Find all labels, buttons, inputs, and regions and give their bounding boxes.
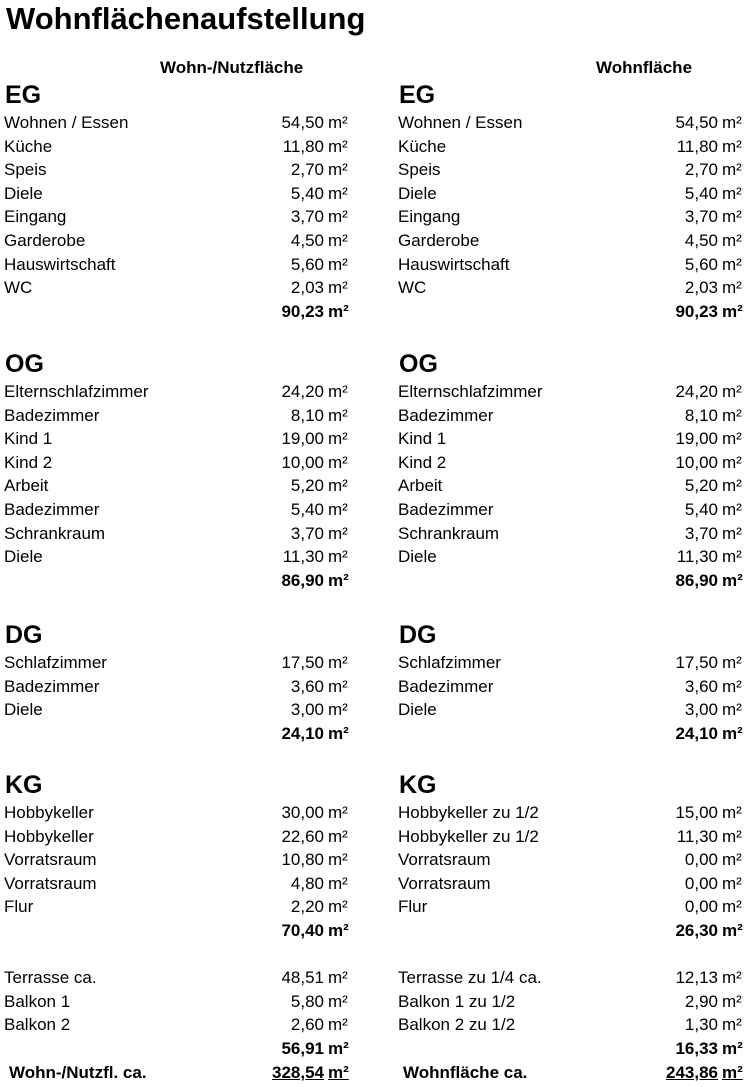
- outdoor-row-value: 2,90: [684, 991, 718, 1011]
- table-row: [394, 545, 754, 568]
- table-row: [0, 451, 360, 474]
- outdoor-row-label: Balkon 2: [4, 1015, 71, 1035]
- section-total: [0, 300, 360, 323]
- table-row-value: 3,60: [290, 676, 324, 696]
- table-row-label: Badezimmer: [4, 500, 100, 519]
- table-row: [394, 895, 754, 918]
- table-row-value: 0,00: [684, 850, 718, 870]
- table-row-label: Diele: [398, 183, 437, 203]
- table-row-value: 8,10: [290, 405, 324, 425]
- table-row: [0, 498, 360, 521]
- table-row: [0, 698, 360, 721]
- table-row: [0, 848, 360, 871]
- table-row: [0, 135, 360, 158]
- table-row-unit: m²: [722, 700, 742, 720]
- table-row-value: 5,20: [684, 476, 718, 496]
- table-row: [394, 498, 754, 521]
- table-row-value: 5,20: [290, 476, 324, 496]
- table-row: [0, 380, 360, 403]
- table-row-value: 3,00: [290, 700, 324, 720]
- section-total-value: 24,10: [675, 723, 718, 743]
- table-row-label: Schlafzimmer: [398, 653, 501, 672]
- table-row-label: Kind 2: [398, 452, 447, 472]
- table-row-value: 4,80: [290, 873, 324, 893]
- table-row-value: 10,00: [281, 452, 324, 472]
- table-row-unit: m²: [722, 405, 742, 425]
- section-total: [394, 569, 754, 592]
- table-row-value: 19,00: [675, 429, 718, 449]
- table-row-unit: m²: [722, 429, 742, 449]
- grand-total-unit: m²: [722, 1063, 743, 1082]
- table-row-unit: m²: [722, 523, 742, 543]
- grand-total: [394, 1061, 754, 1084]
- outdoor-row-unit: m²: [328, 1015, 348, 1035]
- table-row-unit: m²: [328, 897, 348, 917]
- outdoor-row-unit: m²: [722, 968, 742, 987]
- table-row-value: 3,70: [684, 523, 718, 543]
- grand-total-value: 328,54: [272, 1063, 324, 1082]
- table-row-unit: m²: [328, 429, 348, 449]
- column-heading-left: Wohn-/Nutzfläche: [160, 58, 304, 77]
- table-row-value: 11,30: [282, 547, 324, 567]
- table-row-unit: m²: [328, 278, 348, 298]
- table-row: [0, 825, 360, 848]
- table-row-unit: m²: [328, 160, 348, 180]
- table-row-unit: m²: [328, 231, 348, 250]
- section-total-value: 90,23: [281, 301, 324, 321]
- section-total: [394, 919, 754, 942]
- outdoor-row-value: 12,13: [675, 968, 718, 987]
- table-row-label: Flur: [4, 897, 34, 917]
- table-row-unit: m²: [722, 136, 742, 156]
- table-row-unit: m²: [722, 850, 742, 870]
- table-row-label: Speis: [398, 160, 441, 180]
- section-heading: DG: [399, 621, 437, 649]
- page-title: Wohnflächenaufstellung: [6, 1, 366, 36]
- table-row-label: Hauswirtschaft: [398, 254, 510, 274]
- table-row: [394, 451, 754, 474]
- outdoor-row-unit: m²: [328, 968, 348, 987]
- table-row-label: Diele: [398, 700, 437, 720]
- outdoor-total-unit: m²: [328, 1038, 349, 1058]
- table-row-label: Vorratsraum: [398, 873, 491, 893]
- table-row-value: 19,00: [281, 429, 324, 449]
- table-row-label: Hobbykeller zu 1/2: [398, 803, 539, 822]
- table-row-value: 30,00: [281, 803, 324, 822]
- outdoor-row: [0, 966, 360, 989]
- table-row-label: Hobbykeller: [4, 826, 94, 846]
- table-row-unit: m²: [722, 897, 742, 917]
- table-row: [394, 111, 754, 134]
- table-row-label: Diele: [398, 547, 437, 567]
- table-row-unit: m²: [722, 113, 742, 132]
- table-row-value: 3,00: [684, 700, 718, 720]
- section-total: [0, 569, 360, 592]
- table-row-unit: m²: [328, 254, 348, 274]
- outdoor-row: [0, 1013, 360, 1036]
- table-row-unit: m²: [722, 183, 742, 203]
- table-row-label: Badezimmer: [4, 405, 100, 425]
- table-row-label: Eingang: [398, 207, 461, 227]
- section-total: [0, 919, 360, 942]
- outdoor-row: [394, 966, 754, 989]
- table-row-unit: m²: [722, 547, 742, 567]
- section-total-unit: m²: [328, 301, 349, 321]
- table-row-unit: m²: [722, 676, 742, 696]
- table-row-unit: m²: [722, 653, 742, 672]
- table-row: [394, 651, 754, 674]
- table-row: [0, 474, 360, 497]
- section-heading: KG: [399, 771, 437, 799]
- outdoor-total-value: 56,91: [281, 1038, 324, 1058]
- table-row-label: Schrankraum: [398, 523, 500, 543]
- table-row-label: Badezimmer: [398, 676, 494, 696]
- table-row-label: Vorratsraum: [4, 850, 97, 870]
- table-row-value: 54,50: [675, 113, 718, 132]
- grand-total-value: 243,86: [666, 1063, 718, 1082]
- table-row-label: Hauswirtschaft: [4, 254, 116, 274]
- outdoor-row: [394, 990, 754, 1013]
- table-row-unit: m²: [328, 803, 348, 822]
- table-row-unit: m²: [328, 700, 348, 720]
- table-row-value: 15,00: [675, 803, 718, 822]
- table-row-value: 24,20: [281, 382, 324, 401]
- table-row-value: 3,70: [684, 207, 718, 227]
- table-row-unit: m²: [722, 803, 742, 822]
- table-row-value: 24,20: [675, 382, 718, 401]
- table-row-unit: m²: [722, 278, 742, 298]
- column-wohn-nutzflaeche: [0, 0, 360, 1087]
- table-row: [394, 380, 754, 403]
- table-row-value: 3,70: [290, 207, 324, 227]
- table-row: [394, 427, 754, 450]
- table-row: [0, 111, 360, 134]
- table-row: [394, 675, 754, 698]
- outdoor-total-unit: m²: [722, 1038, 743, 1058]
- outdoor-row-label: Balkon 2 zu 1/2: [398, 1015, 516, 1035]
- table-row-unit: m²: [328, 405, 348, 425]
- table-row-label: Elternschlafzimmer: [398, 382, 543, 401]
- table-row-unit: m²: [328, 873, 348, 893]
- outdoor-row-value: 1,30: [684, 1015, 718, 1035]
- table-row-value: 5,40: [684, 500, 718, 519]
- table-row-label: Schrankraum: [4, 523, 106, 543]
- table-row-label: Küche: [398, 136, 447, 156]
- table-row-unit: m²: [328, 382, 348, 401]
- table-row: [0, 158, 360, 181]
- table-row: [0, 253, 360, 276]
- table-row-label: Badezimmer: [398, 405, 494, 425]
- table-row-label: WC: [398, 278, 427, 298]
- section-heading: EG: [399, 81, 436, 109]
- table-row-unit: m²: [328, 653, 348, 672]
- table-row: [0, 522, 360, 545]
- outdoor-total: [394, 1037, 754, 1060]
- table-row: [0, 675, 360, 698]
- table-row: [394, 158, 754, 181]
- outdoor-row-label: Terrasse ca.: [4, 968, 97, 987]
- section-total: [394, 300, 754, 323]
- section-total-unit: m²: [328, 921, 349, 940]
- outdoor-row-value: 48,51: [281, 968, 324, 987]
- table-row-value: 10,80: [281, 850, 324, 870]
- table-row: [0, 229, 360, 252]
- table-row-unit: m²: [328, 183, 348, 203]
- section-total-unit: m²: [328, 570, 349, 590]
- table-row: [0, 872, 360, 895]
- table-row-value: 17,50: [675, 653, 718, 672]
- outdoor-total-value: 16,33: [675, 1038, 718, 1058]
- table-row: [0, 427, 360, 450]
- table-row: [394, 253, 754, 276]
- table-row-value: 8,10: [684, 405, 718, 425]
- table-row-unit: m²: [328, 136, 348, 156]
- table-row-label: Garderobe: [4, 231, 86, 250]
- table-row: [0, 801, 360, 824]
- section-total-unit: m²: [722, 301, 743, 321]
- table-row-value: 17,50: [281, 653, 324, 672]
- table-row-unit: m²: [328, 207, 348, 227]
- table-row: [394, 182, 754, 205]
- table-row-value: 54,50: [281, 113, 324, 132]
- table-row: [394, 404, 754, 427]
- table-row-value: 5,40: [290, 183, 324, 203]
- table-row-value: 0,00: [684, 897, 718, 917]
- table-row: [394, 276, 754, 299]
- table-row-label: Flur: [398, 897, 428, 917]
- table-row-value: 5,40: [684, 183, 718, 203]
- table-row-value: 3,60: [684, 676, 718, 696]
- table-row-label: Arbeit: [4, 476, 49, 496]
- outdoor-row-value: 2,60: [290, 1015, 324, 1035]
- table-row: [394, 522, 754, 545]
- table-row-label: Vorratsraum: [4, 873, 97, 893]
- section-total: [0, 722, 360, 745]
- table-row-unit: m²: [328, 676, 348, 696]
- table-row-unit: m²: [328, 452, 348, 472]
- column-wohnflaeche: [394, 0, 754, 1087]
- outdoor-row-label: Terrasse zu 1/4 ca.: [398, 968, 542, 987]
- table-row-label: Diele: [4, 183, 43, 203]
- table-row-label: Kind 1: [398, 429, 447, 449]
- table-row-value: 3,70: [290, 523, 324, 543]
- table-row-value: 4,50: [290, 231, 324, 250]
- table-row-label: WC: [4, 278, 33, 298]
- table-row-value: 2,20: [290, 897, 324, 917]
- section-total-value: 86,90: [281, 570, 324, 590]
- table-row-label: Kind 1: [4, 429, 53, 449]
- table-row-label: Wohnen / Essen: [398, 113, 523, 132]
- table-row-unit: m²: [722, 160, 742, 180]
- table-row-value: 0,00: [684, 873, 718, 893]
- table-row: [394, 825, 754, 848]
- table-row-value: 4,50: [684, 231, 718, 250]
- outdoor-row-unit: m²: [328, 991, 348, 1011]
- table-row-value: 22,60: [281, 826, 324, 846]
- section-heading: OG: [5, 350, 44, 378]
- table-row-label: Arbeit: [398, 476, 443, 496]
- table-row-unit: m²: [722, 231, 742, 250]
- table-row-label: Garderobe: [398, 231, 480, 250]
- table-row: [394, 474, 754, 497]
- table-row-value: 10,00: [675, 452, 718, 472]
- table-row-unit: m²: [722, 207, 742, 227]
- section-total-value: 90,23: [675, 301, 718, 321]
- section-total-unit: m²: [722, 570, 743, 590]
- column-heading-right: Wohnfläche: [596, 58, 693, 77]
- table-row-label: Speis: [4, 160, 47, 180]
- table-row-label: Diele: [4, 700, 43, 720]
- table-row-value: 2,03: [290, 278, 324, 298]
- table-row-value: 2,70: [684, 160, 718, 180]
- table-row-unit: m²: [722, 826, 742, 846]
- table-row-unit: m²: [722, 500, 742, 519]
- table-row-label: Eingang: [4, 207, 67, 227]
- table-row-value: 2,03: [684, 278, 718, 298]
- table-row-unit: m²: [328, 850, 348, 870]
- table-row: [394, 205, 754, 228]
- table-row: [0, 651, 360, 674]
- table-row: [394, 698, 754, 721]
- grand-total-label: Wohnfläche ca.: [403, 1063, 528, 1082]
- section-heading: OG: [399, 350, 438, 378]
- table-row-value: 11,80: [676, 136, 718, 156]
- grand-total-unit: m²: [328, 1063, 349, 1082]
- table-row-unit: m²: [722, 873, 742, 893]
- outdoor-row-label: Balkon 1 zu 1/2: [398, 991, 516, 1011]
- outdoor-row-unit: m²: [722, 991, 742, 1011]
- section-heading: KG: [5, 771, 43, 799]
- table-row-value: 5,60: [290, 254, 324, 274]
- table-row-unit: m²: [328, 547, 348, 567]
- table-row: [0, 404, 360, 427]
- section-total-value: 70,40: [281, 921, 324, 940]
- table-row-label: Küche: [4, 136, 53, 156]
- grand-total: [0, 1061, 360, 1084]
- section-total-value: 86,90: [675, 570, 718, 590]
- table-row-value: 11,80: [282, 136, 324, 156]
- outdoor-total: [0, 1037, 360, 1060]
- table-row-value: 5,60: [684, 254, 718, 274]
- table-row: [0, 545, 360, 568]
- table-row-label: Schlafzimmer: [4, 653, 107, 672]
- table-row-label: Diele: [4, 547, 43, 567]
- outdoor-row: [394, 1013, 754, 1036]
- table-row-value: 11,30: [676, 547, 718, 567]
- table-row-value: 11,30: [676, 826, 718, 846]
- table-row-unit: m²: [722, 382, 742, 401]
- table-row-unit: m²: [722, 452, 742, 472]
- table-row-label: Vorratsraum: [398, 850, 491, 870]
- table-row-label: Wohnen / Essen: [4, 113, 129, 132]
- section-total-value: 24,10: [281, 723, 324, 743]
- table-row-unit: m²: [328, 826, 348, 846]
- table-row-label: Hobbykeller: [4, 803, 94, 822]
- section-total-value: 26,30: [675, 921, 718, 940]
- table-row-unit: m²: [328, 523, 348, 543]
- table-row-label: Elternschlafzimmer: [4, 382, 149, 401]
- section-heading: DG: [5, 621, 43, 649]
- table-row-label: Hobbykeller zu 1/2: [398, 826, 539, 846]
- table-row-label: Badezimmer: [4, 676, 100, 696]
- table-row: [0, 276, 360, 299]
- table-row: [394, 135, 754, 158]
- table-row: [394, 848, 754, 871]
- table-row: [0, 182, 360, 205]
- table-row: [0, 205, 360, 228]
- table-row-unit: m²: [328, 500, 348, 519]
- section-total-unit: m²: [328, 723, 349, 743]
- table-row-value: 5,40: [290, 500, 324, 519]
- table-row-label: Badezimmer: [398, 500, 494, 519]
- outdoor-row-label: Balkon 1: [4, 991, 71, 1011]
- table-row-value: 2,70: [290, 160, 324, 180]
- section-total: [394, 722, 754, 745]
- table-row: [394, 229, 754, 252]
- table-row: [394, 872, 754, 895]
- section-heading: EG: [5, 81, 42, 109]
- section-total-unit: m²: [722, 723, 743, 743]
- table-row-unit: m²: [722, 254, 742, 274]
- table-row: [0, 895, 360, 918]
- table-row-label: Kind 2: [4, 452, 53, 472]
- table-row-unit: m²: [722, 476, 742, 496]
- outdoor-row: [0, 990, 360, 1013]
- outdoor-row-value: 5,80: [290, 991, 324, 1011]
- table-row-unit: m²: [328, 113, 348, 132]
- table-row: [394, 801, 754, 824]
- section-total-unit: m²: [722, 921, 743, 940]
- outdoor-row-unit: m²: [722, 1015, 742, 1035]
- grand-total-label: Wohn-/Nutzfl. ca.: [9, 1063, 147, 1082]
- table-row-unit: m²: [328, 476, 348, 496]
